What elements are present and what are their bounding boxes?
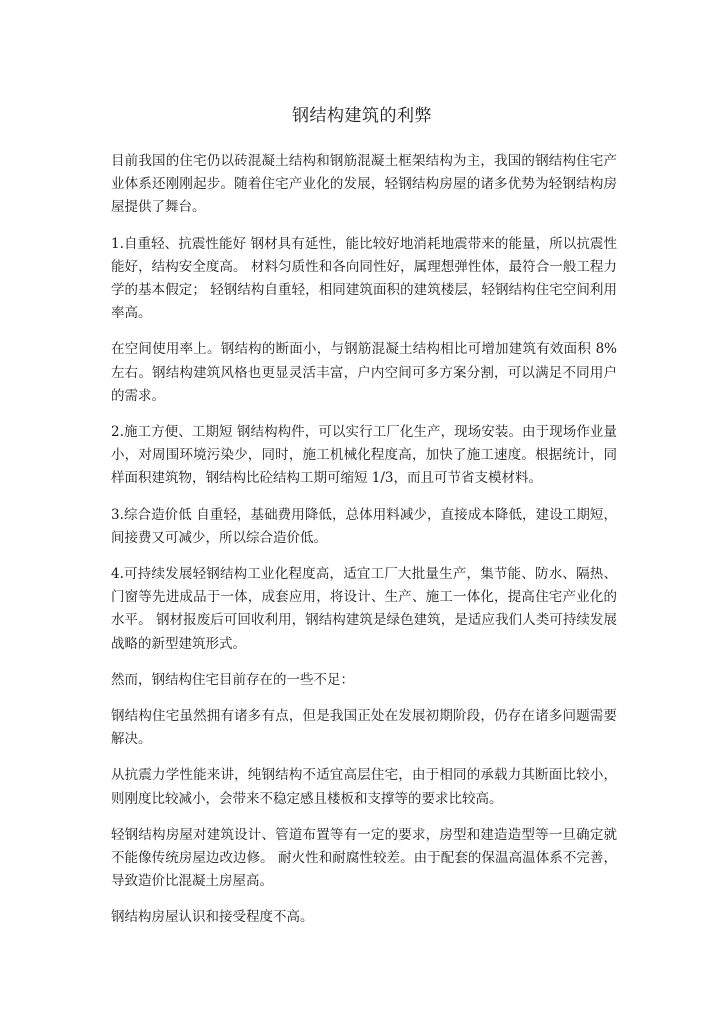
paragraph-point-4: 4.可持续发展轻钢结构工业化程度高，适宜工厂大批量生产，集节能、防水、隔热、门窗等先进成品于一体，成套应用，将设计、生产、施工一体化，提高住宅产业化的水平。 钢材报废后可回收利用，钢结构建筑是绿色建筑，是适应我们人类可持续发展战略的新型建筑形式。 <box>111 566 617 652</box>
paragraph-design-requirements: 轻钢结构房屋对建筑设计、管道布置等有一定的要求，房型和建造造型等一旦确定就不能像传统房屋边改边修。 耐火性和耐腐性较差。由于配套的保温高温体系不完善，导致造价比混凝土房屋高。 <box>111 826 617 890</box>
paragraph-intro: 目前我国的住宅仍以砖混凝土结构和钢筋混凝土框架结构为主，我国的钢结构住宅产业体系还刚刚起步。随着住宅产业化的发展，轻钢结构房屋的诸多优势为轻钢结构房屋提供了舞台。 <box>111 153 617 216</box>
paragraph-early-stage: 钢结构住宅虽然拥有诸多有点，但是我国正处在发展初期阶段，仍存在诸多问题需要解决。 <box>111 708 617 748</box>
document-title: 钢结构建筑的利弊 <box>292 106 432 126</box>
paragraph-point-3: 3.综合造价低 自重轻，基础费用降低，总体用料减少，直接成本降低，建设工期短，间接费又可减少，所以综合造价低。 <box>111 506 617 546</box>
paragraph-space-usage: 在空间使用率上。钢结构的断面小，与钢筋混凝土结构相比可增加建筑有效面积 8%左右。钢结构建筑风格也更显灵活丰富，户内空间可多方案分割，可以满足不同用户的需求。 <box>111 341 617 404</box>
paragraph-shortcomings-heading: 然而，钢结构住宅目前存在的一些不足： <box>111 671 354 688</box>
document-body <box>111 150 617 943</box>
paragraph-seismic: 从抗震力学性能来讲，纯钢结构不适宜高层住宅，由于相同的承载力其断面比较小，则刚度比较减小，会带来不稳定感且楼板和支撑等的要求比较高。 <box>111 767 617 807</box>
paragraph-point-1: 1.自重轻、抗震性能好 钢材具有延性，能比较好地消耗地震带来的能量，所以抗震性能好，结构安全度高。 材料匀质性和各向同性好，属理想弹性体，最符合一般工程力学的基本假定； 轻钢结构自重轻，相同建筑面积的建筑楼层，轻钢结构住宅空间利用率高。 <box>111 235 617 322</box>
paragraph-point-2: 2.施工方便、工期短 钢结构构件，可以实行工厂化生产，现场安装。由于现场作业量小，对周围环境污染少，同时，施工机械化程度高，加快了施工速度。根据统计，同样面积建筑物，钢结构比砼结构工期可缩短 1/3，而且可节省支模材料。 <box>111 424 617 487</box>
paragraph-acceptance: 钢结构房屋认识和接受程度不高。 <box>111 909 314 926</box>
